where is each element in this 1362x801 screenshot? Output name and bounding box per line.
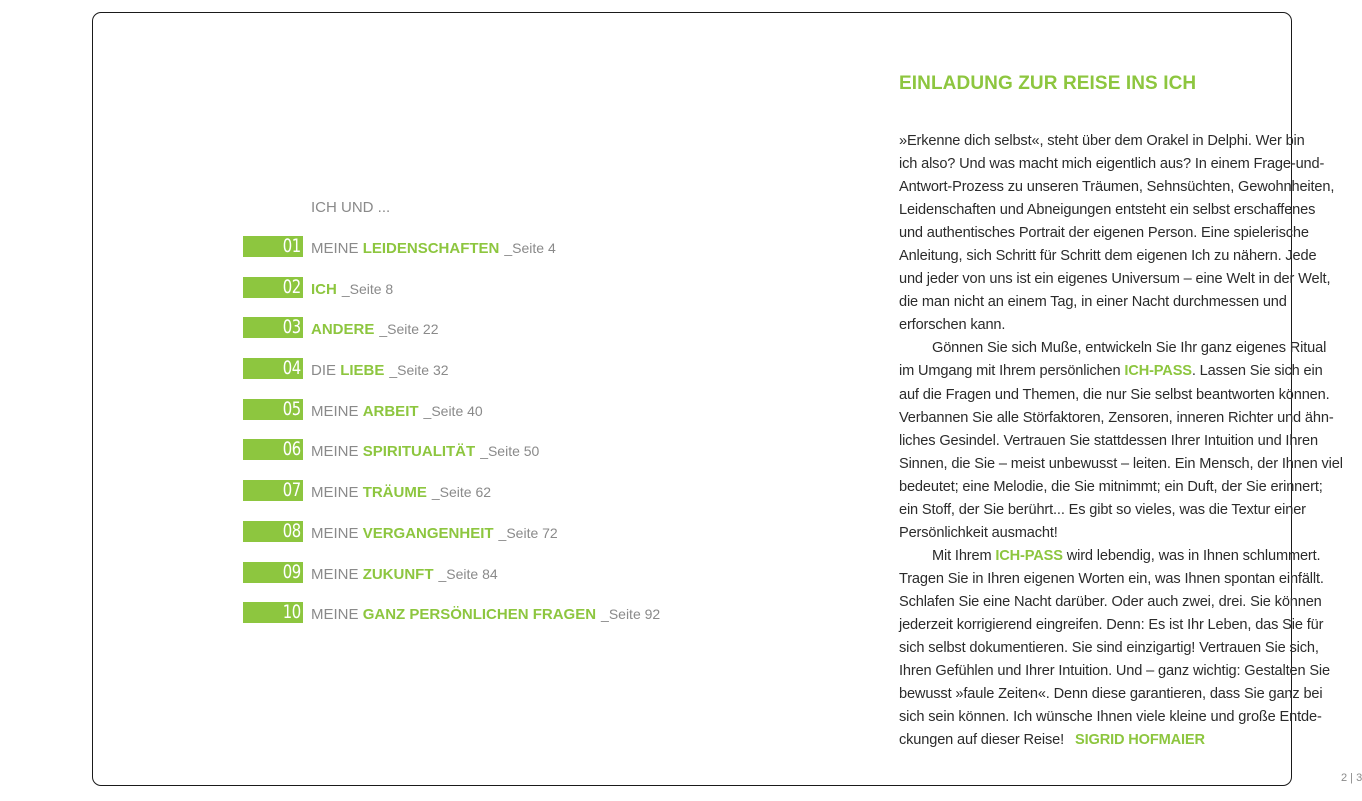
author-signature: SIGRID HOFMAIER: [1075, 732, 1205, 749]
text-line: Leidenschaften und Abneigungen entsteht ein selbst erschaffenes: [899, 202, 1316, 219]
chapter-number-badge: [243, 236, 303, 257]
chapter-number: 10: [282, 601, 301, 624]
text-line: und authentisches Portrait der eigenen Person. Eine spielerische: [899, 225, 1309, 242]
toc-prefix: MEINE: [311, 565, 363, 583]
text-line: und jeder von uns ist ein eigenes Universum – eine Welt in der Welt,: [899, 271, 1331, 288]
toc-item[interactable]: [243, 562, 660, 603]
toc-entry: [311, 601, 660, 628]
toc-prefix: MEINE: [311, 443, 363, 461]
chapter-number-badge: [243, 439, 303, 460]
chapter-number-badge: [243, 602, 303, 623]
toc-entry: [311, 235, 556, 262]
text-line: ein Stoff, der Sie berührt... Es gibt so vieles, was die Textur einer: [899, 501, 1306, 518]
text-line: Sinnen, die Sie – meist unbewusst – leiten. Ein Mensch, der Ihnen viel: [899, 455, 1343, 472]
toc-page-ref: _Seite 62: [431, 484, 492, 501]
chapter-number: 02: [282, 275, 301, 298]
toc-page-ref: _Seite 84: [438, 565, 498, 582]
article-body: [899, 130, 1359, 752]
text-line: [899, 360, 1359, 383]
text-line: Verbannen Sie alle Störfaktoren, Zensoren, inneren Richter und ähn-: [899, 409, 1334, 426]
toc-page-ref: _Seite 8: [341, 280, 394, 297]
toc-page-ref: _Seite 4: [504, 240, 556, 256]
toc-entry: [311, 316, 439, 343]
toc-page-ref: _Seite 40: [423, 402, 483, 419]
text-line: erforschen kann.: [899, 317, 1006, 334]
text-line: die man nicht an einem Tag, in einer Nacht durchmessen und: [899, 294, 1287, 311]
chapter-number-badge: [243, 277, 303, 298]
toc-entry: [311, 357, 449, 384]
chapter-number: 06: [282, 438, 301, 461]
text-fragment: . Lassen Sie sich ein: [1191, 363, 1323, 380]
toc-page-ref: _Seite 72: [498, 524, 558, 541]
toc-prefix: MEINE: [311, 402, 363, 420]
toc-entry: [311, 520, 558, 547]
toc-entry: [311, 561, 498, 588]
toc-topic: ANDERE: [311, 321, 375, 339]
toc-topic: ZUKUNFT: [362, 565, 434, 583]
text-line: auf die Fragen und Themen, die nur Sie selbst beantworten können.: [899, 386, 1330, 403]
toc-prefix: DIE: [311, 362, 341, 380]
text-line: sich selbst dokumentieren. Sie sind einzigartig! Vertrauen Sie sich,: [899, 640, 1319, 657]
chapter-number: 04: [282, 357, 301, 380]
toc-item[interactable]: [243, 602, 660, 643]
toc-prefix: MEINE: [311, 484, 363, 502]
article-title: EINLADUNG ZUR REISE INS ICH: [899, 73, 1197, 94]
text-line: Schlafen Sie eine Nacht darüber. Oder auch zwei, drei. Sie können: [899, 593, 1322, 610]
ich-pass-highlight: ICH-PASS: [995, 547, 1063, 564]
toc-entry: [311, 398, 483, 425]
toc-entry: [311, 479, 491, 506]
page-numbers: 2 | 3: [1341, 772, 1362, 784]
text-line: »Erkenne dich selbst«, steht über dem Orakel in Delphi. Wer bin: [899, 133, 1305, 149]
text-line: Ihren Gefühlen und Ihrer Intuition. Und – ganz wichtig: Gestalten Sie: [899, 663, 1330, 680]
chapter-number-badge: [243, 317, 303, 338]
text-fragment: Mit Ihrem: [932, 547, 996, 564]
chapter-number-badge: [243, 480, 303, 501]
text-line: bewusst »faule Zeiten«. Denn diese garantieren, dass Sie ganz bei: [899, 686, 1323, 703]
toc-item[interactable]: [243, 358, 660, 399]
toc-topic: LIEBE: [340, 362, 385, 380]
chapter-number: 05: [282, 397, 301, 420]
book-spread: [92, 12, 1362, 786]
chapter-number: 08: [282, 519, 301, 542]
toc-prefix: MEINE: [311, 240, 363, 257]
toc-item[interactable]: [243, 521, 660, 562]
toc-page-ref: _Seite 32: [389, 362, 449, 379]
toc-intro: ICH UND ...: [311, 199, 391, 216]
text-line: ich also? Und was macht mich eigentlich aus? In einem Frage-und-: [899, 156, 1325, 173]
text-line: jederzeit korrigierend eingreifen. Denn: Es ist Ihr Leben, das Sie für: [899, 616, 1324, 633]
toc-topic: VERGANGENHEIT: [362, 524, 494, 542]
chapter-number: 09: [282, 560, 301, 583]
ich-pass-highlight: ICH-PASS: [1124, 363, 1192, 380]
text-line: Persönlichkeit ausmacht!: [899, 524, 1058, 541]
chapter-number: 03: [282, 316, 301, 339]
text-fragment: ckungen auf dieser Reise!: [899, 732, 1064, 749]
toc-topic: LEIDENSCHAFTEN: [362, 240, 500, 257]
toc-item[interactable]: [243, 236, 660, 277]
text-line: Antwort-Prozess zu unseren Träumen, Sehnsüchten, Gewohnheiten,: [899, 179, 1335, 196]
text-line: liches Gesindel. Vertrauen Sie stattdessen Ihrer Intuition und Ihren: [899, 432, 1318, 449]
toc-page-ref: _Seite 92: [601, 606, 661, 623]
toc-item[interactable]: [243, 439, 660, 480]
toc-topic: ICH: [311, 280, 337, 298]
text-line: [899, 729, 1359, 752]
chapter-number: 01: [282, 235, 301, 257]
toc-page-ref: _Seite 50: [480, 443, 540, 460]
text-line: Gönnen Sie sich Muße, entwickeln Sie Ihr ganz eigenes Ritual: [932, 340, 1327, 357]
text-fragment: wird lebendig, was in Ihnen schlummert.: [1062, 547, 1321, 564]
text-line: sich sein können. Ich wünsche Ihnen viele kleine und große Entde-: [899, 709, 1322, 726]
toc-item[interactable]: [243, 480, 660, 521]
toc-topic: GANZ PERSÖNLICHEN FRAGEN: [362, 606, 597, 624]
text-line: bedeutet; eine Melodie, die Sie mitnimmt; ein Duft, der Sie erinnert;: [899, 478, 1323, 495]
toc-page-ref: _Seite 22: [379, 321, 439, 338]
toc-topic: TRÄUME: [362, 484, 427, 502]
toc-item[interactable]: [243, 317, 660, 358]
chapter-number-badge: [243, 399, 303, 420]
toc-topic: ARBEIT: [362, 402, 419, 420]
chapter-number-badge: [243, 562, 303, 583]
toc-entry: [311, 438, 539, 465]
toc-prefix: MEINE: [311, 606, 363, 624]
toc-item[interactable]: [243, 277, 660, 318]
toc-entry: [311, 276, 393, 303]
chapter-number-badge: [243, 521, 303, 542]
text-line: [899, 545, 1359, 568]
chapter-number: 07: [282, 479, 301, 502]
text-line: Tragen Sie in Ihren eigenen Worten ein, was Ihnen spontan einfällt.: [899, 570, 1324, 587]
toc-item[interactable]: [243, 399, 660, 440]
text-line: Anleitung, sich Schritt für Schritt dem eigenen Ich zu nähern. Jede: [899, 248, 1317, 265]
text-fragment: im Umgang mit Ihrem persönlichen: [899, 363, 1125, 380]
toc-prefix: MEINE: [311, 524, 363, 542]
table-of-contents: [243, 236, 660, 643]
toc-topic: SPIRITUALITÄT: [362, 443, 476, 461]
chapter-number-badge: [243, 358, 303, 379]
